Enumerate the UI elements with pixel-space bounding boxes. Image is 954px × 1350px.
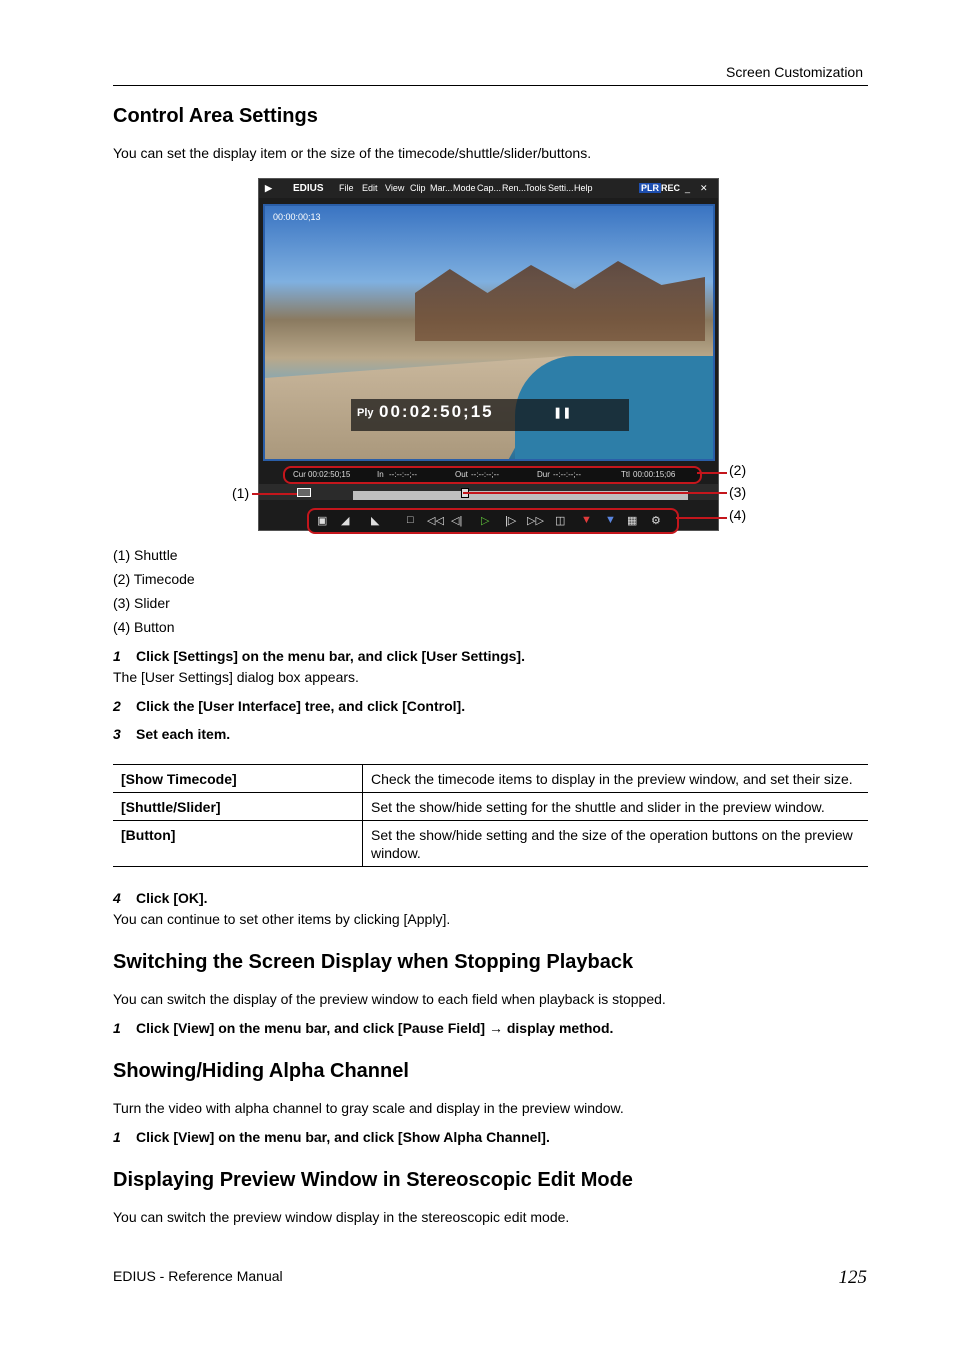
menu-clip[interactable]: Clip	[410, 183, 426, 193]
page-number: 125	[838, 1267, 867, 1288]
tc-out-value: --:--:--;--	[471, 470, 499, 479]
step-pause-field	[113, 1020, 613, 1036]
callout-1-line	[252, 493, 297, 495]
legend-item: (4) Button	[113, 619, 175, 635]
tc-cur-label: Cur	[293, 470, 306, 479]
fast-forward-icon[interactable]: ▷▷	[527, 515, 544, 527]
callout-2-line	[697, 472, 727, 474]
osd-timecode-value: 00:02:50;15	[379, 402, 494, 421]
step-number: 3	[113, 726, 121, 742]
tc-dur-value: --:--:--;--	[553, 470, 581, 479]
timecode-bar	[283, 466, 702, 484]
operation-buttons	[307, 508, 679, 534]
step-back-icon[interactable]: ◁|	[451, 515, 463, 527]
rec-mode-button[interactable]: REC	[661, 183, 681, 193]
settings-table	[113, 764, 868, 867]
step-text: Click [OK].	[136, 890, 208, 906]
menu-tools[interactable]: Tools	[525, 183, 547, 193]
callout-2: (2)	[729, 462, 747, 478]
menu-help[interactable]: Help	[574, 183, 593, 193]
edius-preview-screenshot	[258, 178, 719, 531]
callout-3-line	[463, 492, 727, 494]
table-key: [Button]	[113, 821, 363, 867]
step-number: 1	[113, 1020, 121, 1036]
minimize-icon[interactable]: _	[685, 183, 691, 193]
osd-mode-label: Ply	[357, 407, 374, 419]
legend-item: (2) Timecode	[113, 571, 195, 587]
tc-ttl-label: Ttl	[621, 470, 630, 479]
step-number: 1	[113, 648, 121, 664]
step-text: Click [Settings] on the menu bar, and click [User Settings].	[136, 648, 525, 664]
app-titlebar	[259, 179, 718, 198]
footer-manual-title: EDIUS - Reference Manual	[113, 1268, 283, 1284]
section-intro-stereoscopic: You can switch the preview window display in the stereoscopic edit mode.	[113, 1209, 570, 1225]
table-value: Set the show/hide setting and the size of the operation buttons on the preview window.	[363, 821, 869, 867]
pause-icon: ❚❚	[553, 407, 572, 419]
close-icon[interactable]: ✕	[700, 183, 708, 193]
preview-video	[263, 204, 715, 461]
tc-dur-label: Dur	[537, 470, 550, 479]
match-frame-icon[interactable]: ▣	[317, 515, 328, 527]
tc-ttl-value: 00:00:15;06	[633, 470, 676, 479]
onscreen-timecode	[351, 399, 629, 431]
step-4	[113, 890, 208, 906]
plr-mode-button[interactable]: PLR	[641, 183, 659, 193]
step-1-note: The [User Settings] dialog box appears.	[113, 669, 359, 685]
menu-settings[interactable]: Setti...	[548, 183, 574, 193]
step-text: Click the [User Interface] tree, and click [Control].	[136, 698, 466, 714]
rewind-icon[interactable]: ◁◁	[427, 515, 444, 527]
tc-in-value: --:--:--;--	[389, 470, 417, 479]
legend-item: (3) Slider	[113, 595, 170, 611]
app-name: EDIUS	[293, 183, 324, 194]
step-number: 1	[113, 1129, 121, 1145]
table-key: [Shuttle/Slider]	[113, 793, 363, 821]
tc-out-label: Out	[455, 470, 468, 479]
tc-in-label: In	[377, 470, 384, 479]
menu-capture[interactable]: Cap...	[477, 183, 502, 193]
table-row	[113, 765, 868, 793]
small-timecode: 00:00:00;13	[273, 212, 321, 222]
legend-item: (1) Shuttle	[113, 547, 178, 563]
step-3	[113, 726, 230, 742]
section-title-pause-field: Switching the Screen Display when Stopping Playback	[113, 951, 634, 973]
section-intro-alpha-channel: Turn the video with alpha channel to gray scale and display in the preview window.	[113, 1100, 624, 1116]
callout-1: (1)	[232, 485, 250, 501]
section-intro-pause-field: You can switch the display of the preview window to each field when playback is stopped.	[113, 991, 666, 1007]
resort-buildings	[415, 261, 705, 341]
menu-view[interactable]: View	[385, 183, 405, 193]
menu-render[interactable]: Ren...	[502, 183, 527, 193]
step-text: Set each item.	[136, 726, 231, 742]
shuttle-control[interactable]	[297, 488, 311, 497]
section-title-alpha-channel: Showing/Hiding Alpha Channel	[113, 1060, 409, 1082]
menu-mode[interactable]: Mode	[453, 183, 476, 193]
set-out-icon[interactable]: ◣	[371, 515, 380, 527]
step-1	[113, 648, 525, 664]
step-alpha-channel	[113, 1129, 550, 1145]
insert-icon[interactable]: ▼	[581, 514, 592, 526]
step-number: 2	[113, 698, 121, 714]
callout-4-line	[676, 517, 727, 519]
step-text: Click [View] on the menu bar, and click [Pause Field] → display method.	[136, 1020, 614, 1036]
table-row	[113, 793, 868, 821]
tc-cur-value: 00:02:50;15	[308, 470, 351, 479]
table-row	[113, 821, 868, 867]
loop-icon[interactable]: ◫	[555, 515, 566, 527]
callout-4: (4)	[729, 507, 747, 523]
edius-logo-icon: ▶	[265, 183, 272, 193]
section-title-control-area: Control Area Settings	[113, 105, 318, 127]
menu-marker[interactable]: Mar...	[430, 183, 453, 193]
step-2	[113, 698, 465, 714]
table-key: [Show Timecode]	[113, 765, 363, 793]
section-title-stereoscopic: Displaying Preview Window in Stereoscopic Edit Mode	[113, 1169, 633, 1191]
stop-icon[interactable]: □	[407, 514, 414, 526]
table-value: Check the timecode items to display in the preview window, and set their size.	[363, 765, 869, 793]
menu-edit[interactable]: Edit	[362, 183, 378, 193]
callout-3: (3)	[729, 484, 747, 500]
table-value: Set the show/hide setting for the shuttle and slider in the preview window.	[363, 793, 869, 821]
running-header: Screen Customization	[726, 64, 863, 80]
menu-file[interactable]: File	[339, 183, 354, 193]
header-rule	[113, 85, 868, 86]
play-icon[interactable]: ▷	[481, 515, 490, 527]
step-4-note: You can continue to set other items by clicking [Apply].	[113, 911, 451, 927]
step-forward-icon[interactable]: |▷	[505, 515, 517, 527]
section-intro-control-area: You can set the display item or the size of the timecode/shuttle/slider/buttons.	[113, 145, 592, 161]
overwrite-icon[interactable]: ▼	[605, 514, 616, 526]
set-in-icon[interactable]: ◢	[341, 515, 350, 527]
step-number: 4	[113, 890, 121, 906]
settings-icon[interactable]: ⚙	[651, 515, 661, 527]
step-text: Click [View] on the menu bar, and click [Show Alpha Channel].	[136, 1129, 550, 1145]
output-icon[interactable]: ▦	[627, 515, 638, 527]
